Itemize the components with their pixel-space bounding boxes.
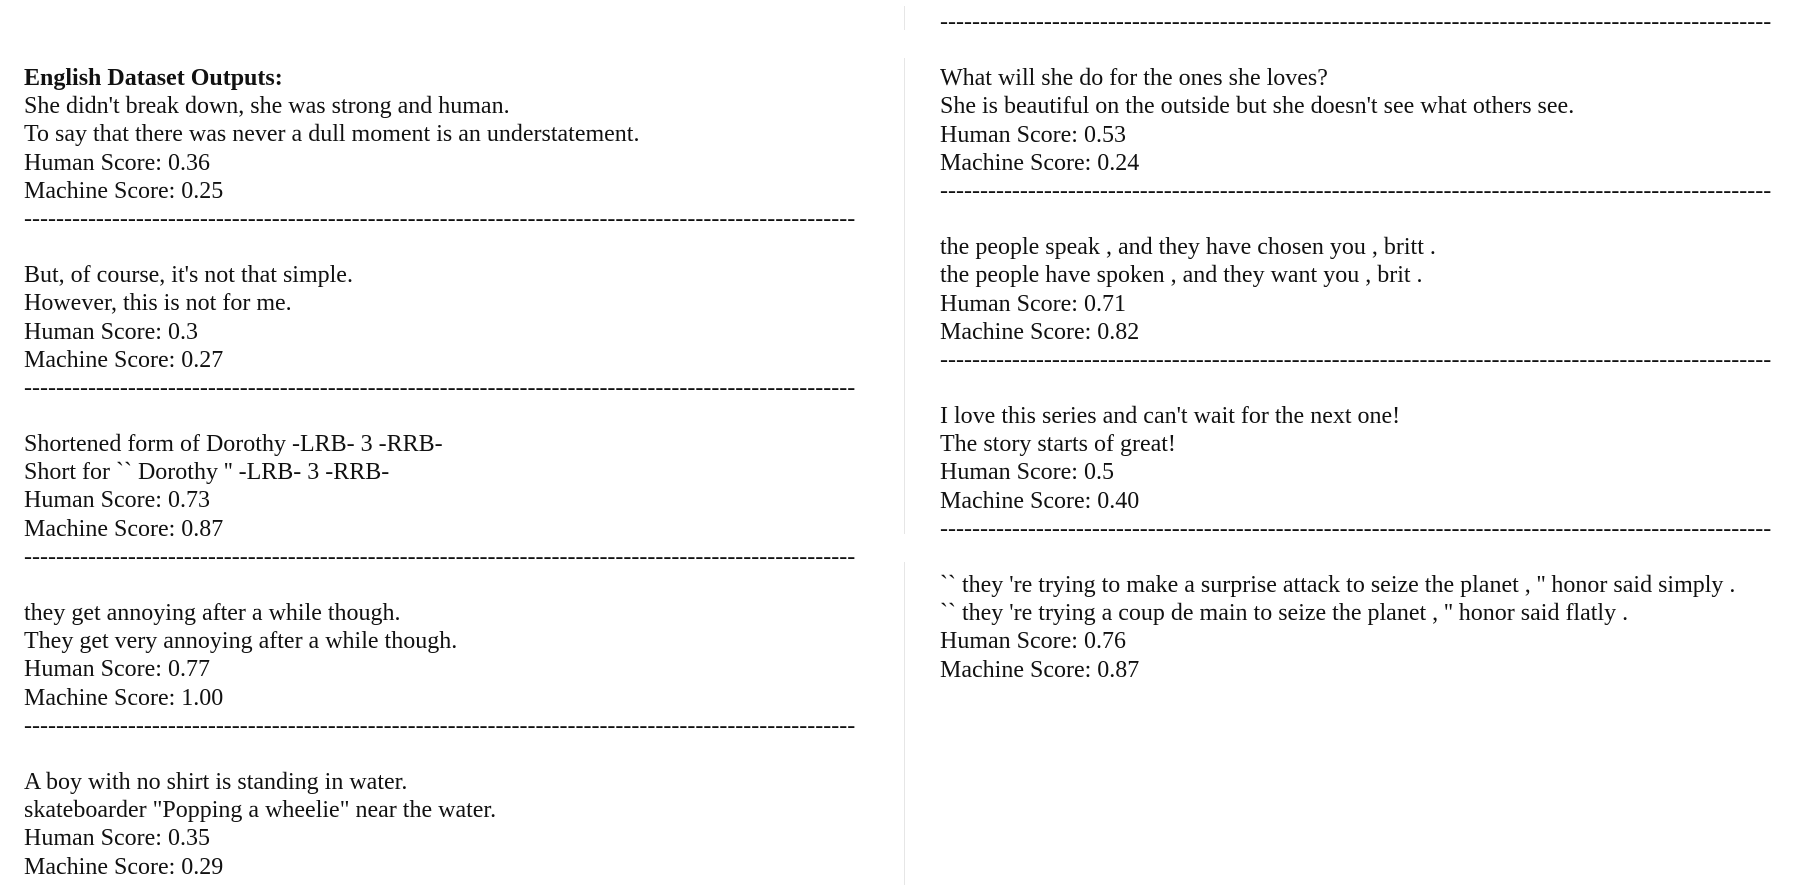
column-divider-middle	[904, 58, 905, 534]
output-sentence: `` they 're trying a coup de main to seize the planet , '' honor said flatly .	[940, 600, 1629, 627]
source-sentence: Shortened form of Dorothy -LRB- 3 -RRB-	[24, 431, 443, 458]
entry-block	[24, 92, 874, 205]
separator-line: --------------------------------------------------------------------------------------------------------	[24, 712, 856, 739]
separator-line: --------------------------------------------------------------------------------------------------------	[940, 515, 1772, 542]
output-sentence: the people have spoken , and they want you , brit .	[940, 262, 1423, 289]
entry-block	[940, 233, 1790, 346]
output-sentence: To say that there was never a dull moment is an understatement.	[24, 121, 640, 148]
left-column	[24, 64, 874, 881]
human-score: Human Score: 0.77	[24, 656, 210, 683]
machine-score: Machine Score: 0.82	[940, 318, 1140, 345]
spacer	[940, 374, 1790, 402]
separator-line: --------------------------------------------------------------------------------------------------------	[940, 346, 1772, 373]
human-score: Human Score: 0.73	[24, 487, 210, 514]
spacer	[24, 571, 874, 599]
machine-score: Machine Score: 0.25	[24, 177, 224, 204]
output-sentence: Short for `` Dorothy '' -LRB- 3 -RRB-	[24, 459, 390, 486]
separator-line: --------------------------------------------------------------------------------------------------------	[24, 374, 856, 401]
source-sentence: `` they 're trying to make a surprise attack to seize the planet , '' honor said simply .	[940, 572, 1736, 598]
separator-line: --------------------------------------------------------------------------------------------------------	[940, 9, 1772, 35]
source-sentence: But, of course, it's not that simple.	[24, 262, 353, 289]
separator-line: --------------------------------------------------------------------------------------------------------	[940, 177, 1772, 204]
machine-score: Machine Score: 0.40	[940, 487, 1140, 514]
entry-block	[940, 64, 1790, 177]
source-sentence: the people speak , and they have chosen you , britt .	[940, 234, 1436, 261]
spacer	[940, 543, 1790, 571]
source-sentence: What will she do for the ones she loves?	[940, 65, 1328, 92]
entry-block	[24, 261, 874, 374]
entry-block	[24, 430, 874, 543]
entry-block	[24, 768, 874, 881]
dataset-heading: English Dataset Outputs:	[24, 65, 283, 91]
output-sentence: skateboarder "Popping a wheelie" near the water.	[24, 797, 497, 824]
human-score: Human Score: 0.35	[24, 825, 210, 852]
output-sentence: They get very annoying after a while though.	[24, 628, 458, 655]
machine-score: Machine Score: 1.00	[24, 684, 224, 711]
machine-score: Machine Score: 0.29	[24, 853, 224, 880]
output-sentence: The story starts of great!	[940, 431, 1176, 458]
entry-block	[940, 402, 1790, 515]
spacer	[24, 402, 874, 430]
machine-score: Machine Score: 0.87	[24, 515, 224, 542]
machine-score: Machine Score: 0.27	[24, 346, 224, 373]
spacer	[940, 205, 1790, 233]
separator-line: --------------------------------------------------------------------------------------------------------	[24, 543, 856, 570]
human-score: Human Score: 0.71	[940, 290, 1126, 317]
output-sentence: She is beautiful on the outside but she doesn't see what others see.	[940, 93, 1575, 120]
source-sentence: I love this series and can't wait for the next one!	[940, 403, 1401, 430]
entry-block	[24, 599, 874, 712]
output-sentence: However, this is not for me.	[24, 290, 292, 317]
human-score: Human Score: 0.5	[940, 459, 1114, 486]
source-sentence: She didn't break down, she was strong and human.	[24, 93, 510, 120]
source-sentence: A boy with no shirt is standing in water.	[24, 768, 408, 795]
source-sentence: they get annoying after a while though.	[24, 600, 401, 626]
machine-score: Machine Score: 0.87	[940, 656, 1140, 683]
spacer	[24, 740, 874, 768]
column-divider-top	[904, 6, 905, 30]
human-score: Human Score: 0.3	[24, 318, 198, 345]
right-column	[940, 8, 1790, 684]
spacer	[940, 36, 1790, 64]
human-score: Human Score: 0.76	[940, 628, 1126, 655]
entry-block	[940, 571, 1790, 684]
column-divider-bottom	[904, 562, 905, 885]
spacer	[24, 233, 874, 261]
machine-score: Machine Score: 0.24	[940, 149, 1140, 176]
human-score: Human Score: 0.36	[24, 149, 210, 176]
separator-line: --------------------------------------------------------------------------------------------------------	[24, 205, 856, 232]
human-score: Human Score: 0.53	[940, 121, 1126, 148]
